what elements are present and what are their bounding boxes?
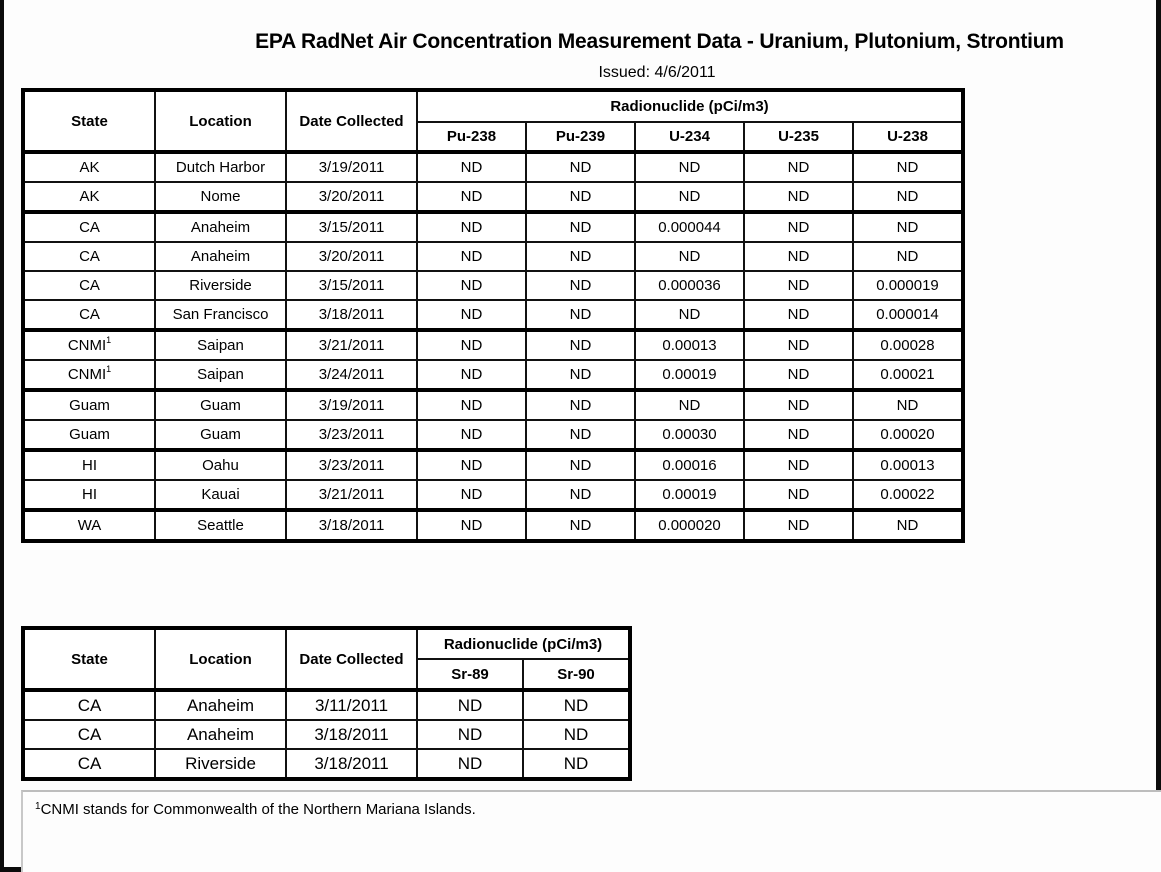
cell-date: 3/19/2011 xyxy=(286,390,417,420)
cell-date: 3/23/2011 xyxy=(286,420,417,450)
cell-value: ND xyxy=(417,271,526,300)
table-row xyxy=(23,420,963,450)
cell-value: ND xyxy=(853,242,963,271)
cell-date: 3/15/2011 xyxy=(286,271,417,300)
cell-location: Anaheim xyxy=(155,720,286,749)
cell-state xyxy=(23,390,155,420)
cell-value: ND xyxy=(526,360,635,390)
cell-state xyxy=(23,271,155,300)
cell-state xyxy=(23,152,155,182)
cell-value: ND xyxy=(417,749,523,779)
cell-value: ND xyxy=(744,420,853,450)
cell-date: 3/18/2011 xyxy=(286,720,417,749)
cell-value: ND xyxy=(744,271,853,300)
cell-location: Saipan xyxy=(155,360,286,390)
cell-location: Kauai xyxy=(155,480,286,510)
cell-value: 0.00030 xyxy=(635,420,744,450)
footnote-ref: 1 xyxy=(106,335,112,345)
state-text: CNMI xyxy=(67,366,107,383)
table-row xyxy=(23,749,630,779)
header-radionuclide-group: Radionuclide (pCi/m3) xyxy=(417,628,630,659)
cell-value: ND xyxy=(744,330,853,360)
cell-value: ND xyxy=(744,480,853,510)
cell-location: Oahu xyxy=(155,450,286,480)
cell-value: ND xyxy=(523,720,630,749)
footnote-area xyxy=(21,790,1161,872)
cell-value: ND xyxy=(853,212,963,242)
cell-value: ND xyxy=(417,480,526,510)
cell-value: ND xyxy=(744,242,853,271)
cell-state xyxy=(23,360,155,390)
state-text: CNMI xyxy=(67,337,107,354)
header-sr-90: Sr-90 xyxy=(523,659,630,690)
table-row xyxy=(23,480,963,510)
cell-date: 3/21/2011 xyxy=(286,480,417,510)
cell-value: 0.00019 xyxy=(635,480,744,510)
cell-value: ND xyxy=(853,390,963,420)
cell-date: 3/23/2011 xyxy=(286,450,417,480)
cell-location: Dutch Harbor xyxy=(155,152,286,182)
cell-value: ND xyxy=(417,152,526,182)
cell-value: ND xyxy=(526,480,635,510)
table-row xyxy=(23,271,963,300)
cell-value: ND xyxy=(526,450,635,480)
cell-value: ND xyxy=(417,510,526,541)
cell-date: 3/18/2011 xyxy=(286,300,417,330)
cell-value: ND xyxy=(526,510,635,541)
cell-state xyxy=(23,330,155,360)
footnote-marker: 1 xyxy=(35,801,41,812)
cell-location: Anaheim xyxy=(155,212,286,242)
state-text: WA xyxy=(77,517,102,534)
cell-value: ND xyxy=(523,749,630,779)
cell-location: San Francisco xyxy=(155,300,286,330)
header-u-234: U-234 xyxy=(635,122,744,152)
cell-value: ND xyxy=(526,152,635,182)
table-row xyxy=(23,212,963,242)
table-row xyxy=(23,720,630,749)
cell-location: Saipan xyxy=(155,330,286,360)
cell-state xyxy=(23,212,155,242)
cell-value: ND xyxy=(526,271,635,300)
cell-value: 0.00022 xyxy=(853,480,963,510)
cell-value: 0.000019 xyxy=(853,271,963,300)
state-text: CA xyxy=(79,306,100,323)
uranium-plutonium-table xyxy=(21,88,965,543)
cell-state xyxy=(23,480,155,510)
header-u-235: U-235 xyxy=(744,122,853,152)
cell-value: 0.00020 xyxy=(853,420,963,450)
header-date-collected: Date Collected xyxy=(286,90,417,152)
cell-location: Seattle xyxy=(155,510,286,541)
cell-location: Riverside xyxy=(155,749,286,779)
footnote-text: CNMI stands for Commonwealth of the Northern Mariana Islands. xyxy=(40,801,476,818)
cell-value: ND xyxy=(417,690,523,720)
table-row xyxy=(23,300,963,330)
cell-value: ND xyxy=(744,390,853,420)
cell-value: 0.00019 xyxy=(635,360,744,390)
cell-location: Anaheim xyxy=(155,690,286,720)
state-text: CA xyxy=(79,277,100,294)
cell-value: ND xyxy=(526,242,635,271)
cell-value: 0.000044 xyxy=(635,212,744,242)
cell-date: 3/21/2011 xyxy=(286,330,417,360)
state-text: AK xyxy=(79,159,100,176)
cell-value: ND xyxy=(853,510,963,541)
cell-value: ND xyxy=(853,182,963,212)
cell-value: ND xyxy=(635,182,744,212)
table-row xyxy=(23,330,963,360)
cell-state xyxy=(23,420,155,450)
cell-value: ND xyxy=(744,360,853,390)
cell-state xyxy=(23,510,155,541)
cell-value: ND xyxy=(635,242,744,271)
strontium-table xyxy=(21,626,632,781)
cell-date: 3/11/2011 xyxy=(286,690,417,720)
cell-value: ND xyxy=(526,330,635,360)
cell-value: 0.00013 xyxy=(853,450,963,480)
cell-value: ND xyxy=(417,212,526,242)
cell-value: ND xyxy=(635,152,744,182)
cell-value: ND xyxy=(526,390,635,420)
cell-value: ND xyxy=(417,420,526,450)
footnote xyxy=(35,801,476,818)
cell-value: ND xyxy=(417,720,523,749)
cell-location: Nome xyxy=(155,182,286,212)
cell-date: 3/20/2011 xyxy=(286,182,417,212)
state-text: CA xyxy=(79,219,100,236)
header-pu-238: Pu-238 xyxy=(417,122,526,152)
header-radionuclide-group: Radionuclide (pCi/m3) xyxy=(417,90,963,122)
header-state: State xyxy=(23,628,155,690)
cell-state xyxy=(23,300,155,330)
cell-date: 3/20/2011 xyxy=(286,242,417,271)
footnote-ref: 1 xyxy=(106,364,112,374)
cell-value: ND xyxy=(526,300,635,330)
table-row xyxy=(23,690,630,720)
cell-value: 0.00028 xyxy=(853,330,963,360)
cell-date: 3/19/2011 xyxy=(286,152,417,182)
cell-value: ND xyxy=(635,390,744,420)
document-title: EPA RadNet Air Concentration Measurement Data - Uranium, Plutonium, Strontium xyxy=(255,30,1064,53)
cell-value: ND xyxy=(744,212,853,242)
header-u-238: U-238 xyxy=(853,122,963,152)
cell-value: ND xyxy=(417,450,526,480)
table-row xyxy=(23,510,963,541)
header-location: Location xyxy=(155,628,286,690)
state-text: CA xyxy=(79,248,100,265)
cell-value: ND xyxy=(417,330,526,360)
cell-value: ND xyxy=(417,360,526,390)
cell-value: ND xyxy=(526,182,635,212)
cell-value: 0.000014 xyxy=(853,300,963,330)
cell-value: ND xyxy=(526,212,635,242)
issued-date: Issued: 4/6/2011 xyxy=(598,64,716,81)
cell-state xyxy=(23,450,155,480)
table-row xyxy=(23,182,963,212)
cell-value: ND xyxy=(417,182,526,212)
state-text: Guam xyxy=(69,426,110,443)
cell-value: ND xyxy=(744,152,853,182)
state-text: HI xyxy=(82,486,97,503)
cell-value: ND xyxy=(523,690,630,720)
header-date-collected: Date Collected xyxy=(286,628,417,690)
cell-value: ND xyxy=(744,300,853,330)
cell-value: 0.00013 xyxy=(635,330,744,360)
state-text: HI xyxy=(82,457,97,474)
cell-value: ND xyxy=(417,300,526,330)
cell-location: Anaheim xyxy=(155,242,286,271)
state-text: AK xyxy=(79,188,100,205)
header-state: State xyxy=(23,90,155,152)
cell-date: 3/24/2011 xyxy=(286,360,417,390)
header-sr-89: Sr-89 xyxy=(417,659,523,690)
header-pu-239: Pu-239 xyxy=(526,122,635,152)
table-row xyxy=(23,242,963,271)
cell-value: 0.00016 xyxy=(635,450,744,480)
cell-state: CA xyxy=(23,690,155,720)
cell-value: ND xyxy=(635,300,744,330)
state-text: Guam xyxy=(69,397,110,414)
cell-location: Riverside xyxy=(155,271,286,300)
table-row xyxy=(23,450,963,480)
cell-value: 0.00021 xyxy=(853,360,963,390)
cell-state xyxy=(23,182,155,212)
cell-value: ND xyxy=(853,152,963,182)
cell-value: ND xyxy=(744,450,853,480)
cell-value: 0.000020 xyxy=(635,510,744,541)
cell-location: Guam xyxy=(155,390,286,420)
cell-value: ND xyxy=(744,510,853,541)
cell-value: ND xyxy=(526,420,635,450)
cell-value: ND xyxy=(744,182,853,212)
cell-location: Guam xyxy=(155,420,286,450)
cell-value: ND xyxy=(417,242,526,271)
header-location: Location xyxy=(155,90,286,152)
cell-date: 3/18/2011 xyxy=(286,749,417,779)
cell-state: CA xyxy=(23,720,155,749)
table-row xyxy=(23,390,963,420)
cell-state xyxy=(23,242,155,271)
cell-date: 3/18/2011 xyxy=(286,510,417,541)
cell-date: 3/15/2011 xyxy=(286,212,417,242)
table-row xyxy=(23,152,963,182)
cell-value: ND xyxy=(417,390,526,420)
table-row xyxy=(23,360,963,390)
cell-state: CA xyxy=(23,749,155,779)
cell-value: 0.000036 xyxy=(635,271,744,300)
